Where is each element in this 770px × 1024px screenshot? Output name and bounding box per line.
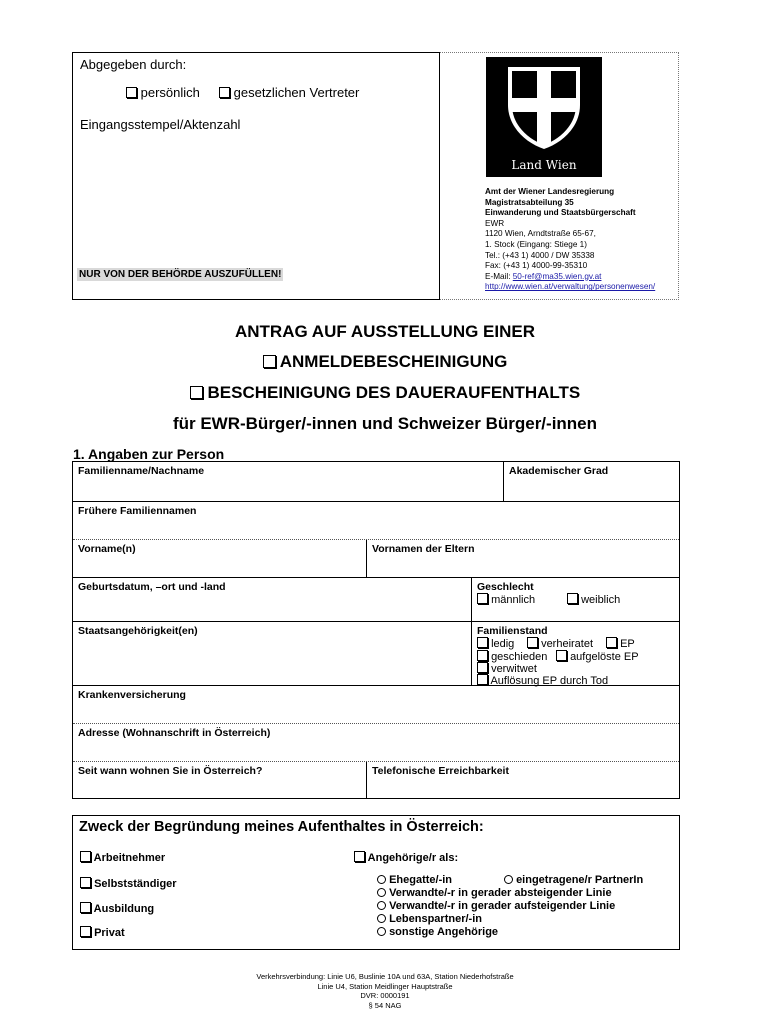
- ascending-label: Verwandte/-r in gerader aufsteigender Linie: [389, 900, 616, 912]
- authority-note: NUR VON DER BEHÖRDE AUSZUFÜLLEN!: [79, 269, 282, 280]
- divorced-label: geschieden: [491, 651, 548, 663]
- title-option-permanent[interactable]: [0, 383, 770, 403]
- female-label: weiblich: [581, 594, 621, 606]
- purpose-box: [72, 815, 680, 950]
- relation-partner-option[interactable]: [504, 874, 643, 886]
- address-label: Adresse (Wohnanschrift in Österreich): [78, 727, 271, 739]
- family-name-field[interactable]: [73, 462, 503, 501]
- phone-label: Telefonische Erreichbarkeit: [372, 765, 509, 777]
- relative-checkbox[interactable]: [354, 851, 365, 862]
- birth-field[interactable]: [73, 578, 471, 621]
- female-checkbox[interactable]: [567, 593, 578, 604]
- health-insurance-label: Krankenversicherung: [78, 689, 186, 701]
- spouse-radio[interactable]: [377, 875, 386, 884]
- relation-other-option[interactable]: [377, 926, 498, 938]
- former-names-field[interactable]: [73, 502, 679, 540]
- ep-death-checkbox[interactable]: [477, 674, 488, 685]
- private-checkbox[interactable]: [80, 926, 91, 937]
- relation-spouse-option[interactable]: [377, 874, 452, 886]
- family-name-label: Familienname/Nachname: [78, 465, 205, 477]
- purpose-title: Zweck der Begründung meines Aufenthaltes in Österreich:: [79, 819, 484, 835]
- table-row: [73, 762, 679, 798]
- vienna-shield-icon: [504, 65, 584, 151]
- other-label: sonstige Angehörige: [389, 926, 499, 938]
- address-line: Einwanderung und Staatsbürgerschaft: [485, 208, 636, 218]
- purpose-relative-option[interactable]: [354, 851, 458, 864]
- authority-panel: [440, 52, 679, 300]
- male-label: männlich: [491, 594, 536, 606]
- address-line: Amt der Wiener Landesregierung: [485, 187, 615, 196]
- section1-heading: 1. Angaben zur Person: [73, 446, 225, 462]
- widowed-checkbox[interactable]: [477, 662, 488, 673]
- citizenship-label: Staatsangehörigkeit(en): [78, 625, 198, 637]
- registration-checkbox[interactable]: [263, 355, 276, 368]
- marital-status-field: [471, 622, 679, 685]
- ep-death-label: Auflösung EP durch Tod: [490, 675, 609, 687]
- table-row: [73, 578, 679, 622]
- former-names-label: Frühere Familiennamen: [78, 505, 197, 517]
- since-when-field[interactable]: [73, 762, 366, 798]
- partner-label: eingetragene/r PartnerIn: [516, 874, 644, 886]
- marital-status-label: Familienstand: [477, 625, 548, 637]
- employee-checkbox[interactable]: [80, 851, 91, 862]
- relation-life-partner-option[interactable]: [377, 913, 482, 925]
- life-partner-radio[interactable]: [377, 914, 386, 923]
- footer-line: Linie U4, Station Meidlinger Hauptstraße: [317, 981, 453, 991]
- sex-field: [471, 578, 679, 621]
- table-row: [73, 622, 679, 686]
- footer: [0, 972, 770, 1010]
- website-link[interactable]: http://www.wien.at/verwaltung/personenwesen/: [485, 282, 656, 292]
- submitted-personal-option[interactable]: [126, 85, 200, 100]
- footer-line: Verkehrsverbindung: Linie U6, Buslinie 10A und 63A, Station Niederhofstraße: [256, 972, 514, 981]
- education-label: Ausbildung: [93, 903, 155, 915]
- ep-label: EP: [620, 638, 635, 650]
- office-use-box: [72, 52, 440, 300]
- personal-data-table: [72, 461, 680, 799]
- purpose-private-option[interactable]: [80, 926, 125, 939]
- relative-label: Angehörige/r als:: [367, 852, 459, 864]
- first-names-label: Vorname(n): [78, 543, 136, 555]
- marital-dissolved-ep-option[interactable]: [556, 650, 639, 663]
- logo-wordmark: Land Wien: [490, 155, 598, 175]
- form-subtitle: für EWR-Bürger/-innen und Schweizer Bürger/-innen: [172, 414, 598, 433]
- address-field[interactable]: [73, 724, 679, 762]
- address-line: 1. Stock (Eingang: Stiege 1): [485, 239, 587, 249]
- descending-radio[interactable]: [377, 888, 386, 897]
- address-line: EWR: [485, 218, 505, 228]
- descending-label: Verwandte/-r in gerader absteigender Linie: [389, 887, 612, 899]
- purpose-self-employed-option[interactable]: [80, 877, 177, 890]
- table-row: [73, 540, 679, 578]
- permanent-residence-checkbox[interactable]: [190, 386, 203, 399]
- marital-ep-option[interactable]: [606, 637, 635, 650]
- table-row: [73, 462, 679, 502]
- citizenship-field[interactable]: [73, 622, 471, 685]
- first-names-field[interactable]: [73, 540, 366, 577]
- relation-descending-option[interactable]: [377, 887, 612, 899]
- since-when-label: Seit wann wohnen Sie in Österreich?: [78, 765, 263, 777]
- self-employed-label: Selbstständiger: [94, 878, 177, 890]
- email-line: E-Mail: 50-ref@ma35.wien.gv.at: [485, 271, 602, 281]
- submitted-representative-option[interactable]: [219, 85, 359, 100]
- authority-address: [485, 187, 655, 293]
- permanent-residence-label: BESCHEINIGUNG DES DAUERAUFENTHALTS: [207, 383, 581, 402]
- dissolved-ep-label: aufgelöste EP: [570, 651, 639, 663]
- registration-label: ANMELDEBESCHEINIGUNG: [279, 352, 508, 371]
- divorced-checkbox[interactable]: [477, 650, 488, 661]
- marital-single-option[interactable]: [477, 637, 514, 650]
- marital-married-option[interactable]: [527, 637, 593, 650]
- employee-label: Arbeitnehmer: [93, 852, 166, 864]
- footer-line: DVR: 0000191: [360, 991, 410, 1000]
- single-checkbox[interactable]: [477, 637, 488, 648]
- ep-checkbox[interactable]: [606, 637, 617, 648]
- vienna-logo: [486, 55, 602, 175]
- phone-field[interactable]: [366, 762, 679, 798]
- parents-names-field[interactable]: [366, 540, 679, 577]
- other-radio[interactable]: [377, 927, 386, 936]
- representative-checkbox[interactable]: [219, 87, 230, 98]
- single-label: ledig: [491, 638, 515, 650]
- life-partner-label: Lebenspartner/-in: [389, 913, 482, 925]
- dissolved-ep-checkbox[interactable]: [556, 650, 567, 661]
- male-checkbox[interactable]: [477, 593, 488, 604]
- form-title: ANTRAG AUF AUSSTELLUNG EINER: [234, 322, 535, 341]
- footer-line: § 54 NAG: [368, 1000, 402, 1010]
- purpose-education-option[interactable]: [80, 902, 154, 915]
- education-checkbox[interactable]: [80, 902, 91, 913]
- married-label: verheiratet: [541, 638, 594, 650]
- address-line: Tel.: (+43 1) 4000 / DW 35338: [485, 250, 595, 260]
- email-link[interactable]: 50-ref@ma35.wien.gv.at: [512, 271, 602, 281]
- ascending-radio[interactable]: [377, 901, 386, 910]
- sex-label: Geschlecht: [477, 581, 534, 593]
- address-line: 1120 Wien, Arndtstraße 65-67,: [485, 229, 596, 239]
- sex-male-option[interactable]: [477, 593, 535, 606]
- partner-radio[interactable]: [504, 875, 513, 884]
- purpose-employee-option[interactable]: [80, 851, 165, 864]
- stamp-label: Eingangsstempel/Aktenzahl: [80, 117, 241, 132]
- sex-female-option[interactable]: [567, 593, 620, 606]
- birth-label: Geburtsdatum, –ort und -land: [78, 581, 226, 593]
- address-line: Fax: (+43 1) 4000-99-35310: [485, 261, 588, 271]
- widowed-label: verwitwet: [491, 663, 537, 675]
- self-employed-checkbox[interactable]: [80, 877, 91, 888]
- spouse-label: Ehegatte/-in: [389, 874, 453, 886]
- submitted-by-label: Abgegeben durch:: [80, 57, 187, 72]
- address-line: Magistratsabteilung 35: [485, 197, 574, 207]
- representative-label: gesetzlichen Vertreter: [233, 85, 360, 100]
- academic-degree-label: Akademischer Grad: [509, 465, 609, 477]
- relation-ascending-option[interactable]: [377, 900, 615, 912]
- married-checkbox[interactable]: [527, 637, 538, 648]
- health-insurance-field[interactable]: [73, 686, 679, 724]
- title-option-registration[interactable]: [0, 352, 770, 372]
- private-label: Privat: [94, 927, 125, 939]
- personal-label: persönlich: [140, 85, 200, 100]
- parents-names-label: Vornamen der Eltern: [372, 543, 475, 555]
- personal-checkbox[interactable]: [126, 87, 137, 98]
- academic-degree-field[interactable]: [503, 462, 679, 501]
